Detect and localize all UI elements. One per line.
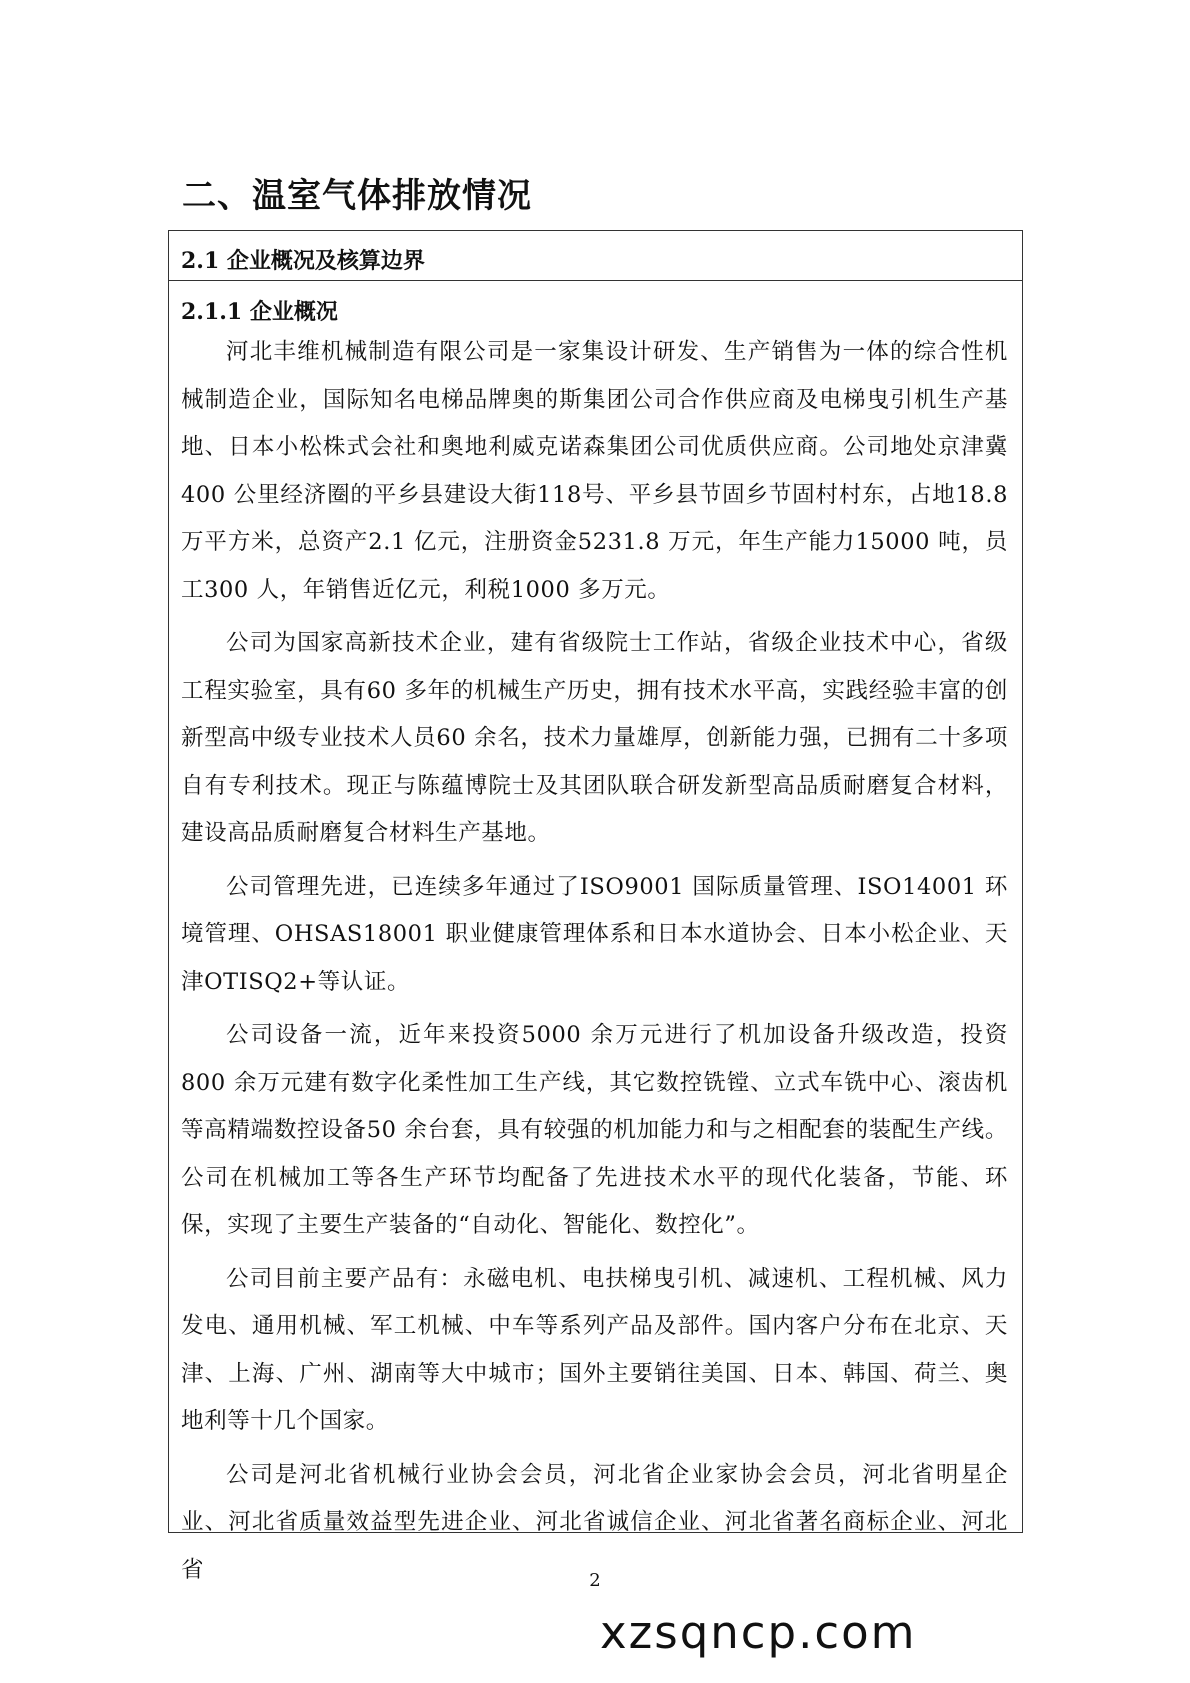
section-heading: 2.1 企业概况及核算边界: [169, 231, 1022, 281]
paragraph: 公司是河北省机械行业协会会员，河北省企业家协会会员，河北省明星企业、河北省质量效益型先进企业、河北省诚信企业、河北省著名商标企业、河北省: [181, 1461, 1008, 1583]
paragraph: 公司设备一流，近年来投资5000 余万元进行了机加设备升级改造，投资800 余万元建有数字化柔性加工生产线，其它数控铣镗、立式车铣中心、滚齿机等高精端数控设备50 余台套，具有较强的机加能力和与之相配套的装配生产线。公司在机械加工等各生产环节均配备了先进技术水平的现代化装备，节能、环保，实现了主要生产装备的“自动化、智能化、数控化”。: [181, 1022, 1008, 1238]
watermark-text: xzsqncp.com: [600, 1606, 917, 1659]
subsection-heading: 2.1.1 企业概况: [181, 299, 338, 325]
content-table: [168, 230, 1023, 1583]
paragraph: 公司为国家高新技术企业，建有省级院士工作站，省级企业技术中心，省级工程实验室，具有60 多年的机械生产历史，拥有技术水平高，实践经验丰富的创新型高中级专业技术人员60 余名，技术力量雄厚，创新能力强，已拥有二十多项自有专利技术。现正与陈蕴博院士及其团队联合研发新型高品质耐磨复合材料，建设高品质耐磨复合材料生产基地。: [181, 630, 1008, 846]
page-number: 2: [589, 1570, 601, 1591]
page-title: 二、温室气体排放情况: [182, 176, 532, 216]
paragraph: 公司目前主要产品有：永磁电机、电扶梯曳引机、减速机、工程机械、风力发电、通用机械、军工机械、中车等系列产品及部件。国内客户分布在北京、天津、上海、广州、湖南等大中城市；国外主要销往美国、日本、韩国、荷兰、奥地利等十几个国家。: [181, 1265, 1008, 1434]
body-text: [169, 325, 1022, 1594]
paragraph: 公司管理先进，已连续多年通过了ISO9001 国际质量管理、ISO14001 环境管理、OHSAS18001 职业健康管理体系和日本水道协会、日本小松企业、天津OTISQ2+等认证。: [181, 873, 1008, 995]
paragraph: 河北丰维机械制造有限公司是一家集设计研发、生产销售为一体的综合性机械制造企业，国际知名电梯品牌奥的斯集团公司合作供应商及电梯曳引机生产基地、日本小松株式会社和奥地利威克诺森集团公司优质供应商。公司地处京津冀400 公里经济圈的平乡县建设大街118号、平乡县节固乡节固村村东，占地18.8 万平方米，总资产2.1 亿元，注册资金5231.8 万元，年生产能力15000 吨，员工300 人，年销售近亿元，利税1000 多万元。: [181, 339, 1008, 603]
